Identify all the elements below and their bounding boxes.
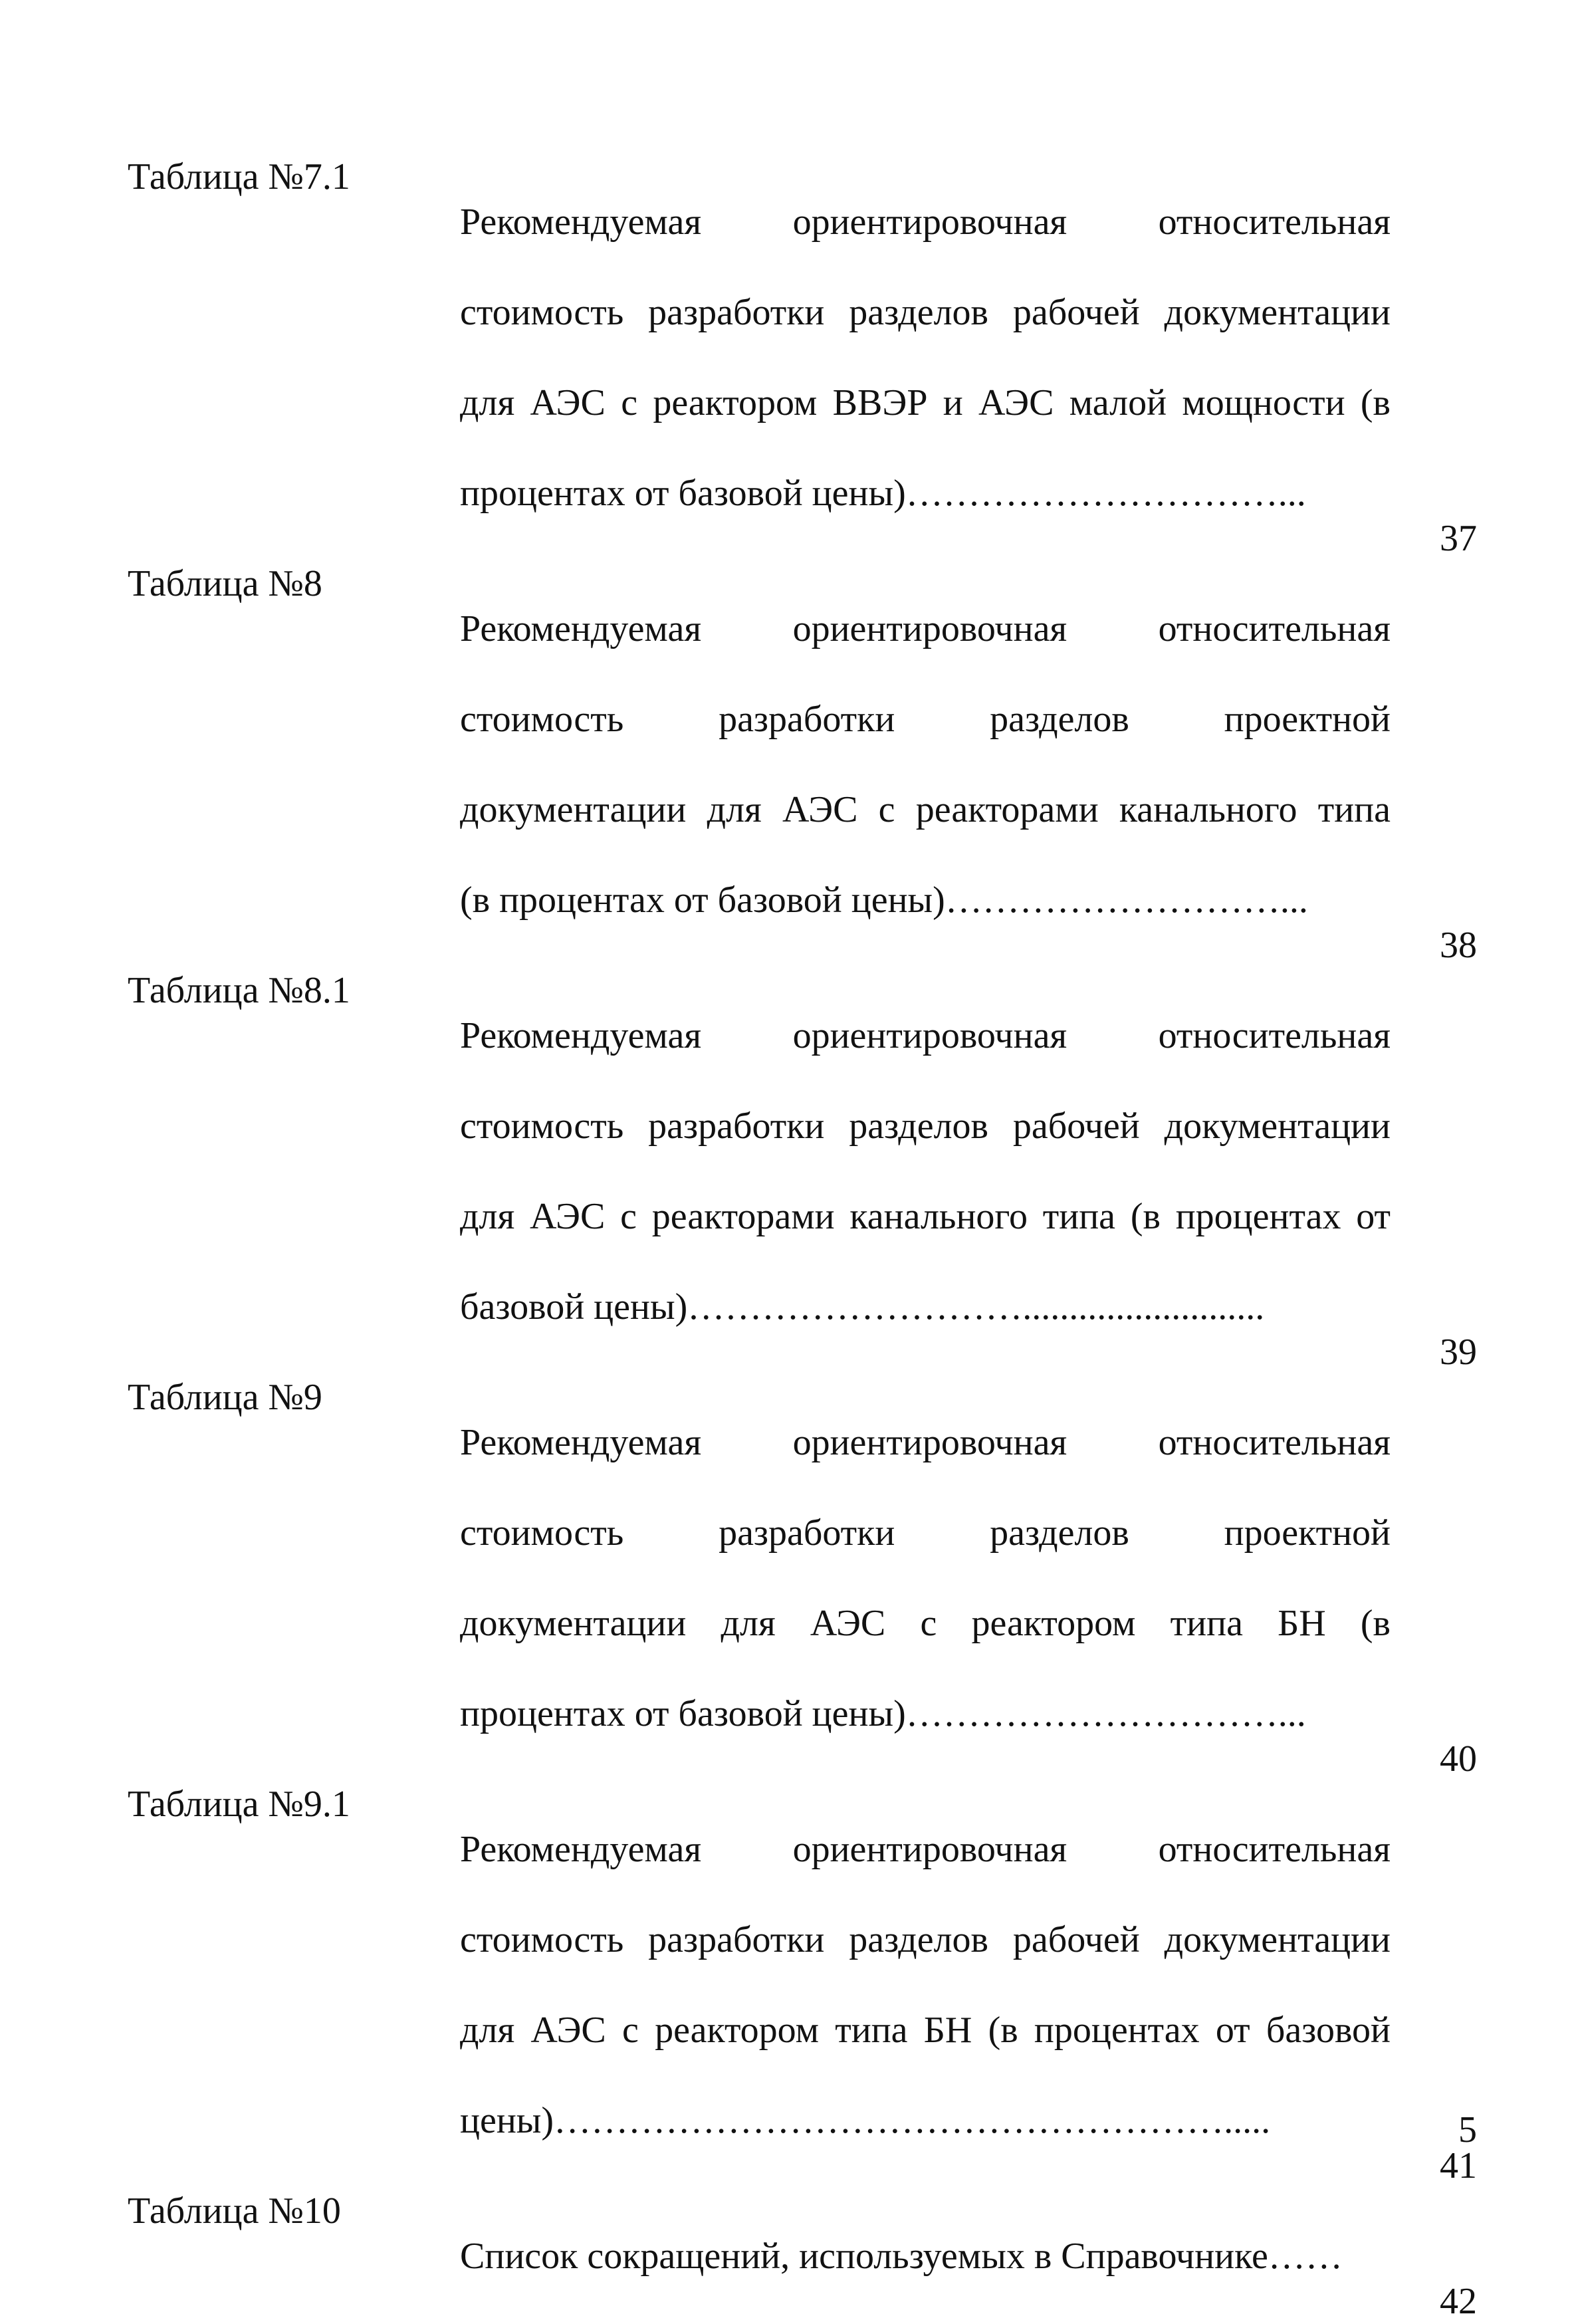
toc-title-line: для АЭС с реакторами канального типа (в процентах от — [460, 1196, 1391, 1237]
toc-title-line: стоимость разработки разделов рабочей документации — [460, 1105, 1391, 1147]
toc-title-line: Рекомендуемая ориентировочная относительная — [460, 1422, 1391, 1463]
toc-entry-label: Таблица №9.1 — [128, 1784, 350, 1825]
toc-entry — [128, 968, 1477, 1375]
toc-title-line: Рекомендуемая ориентировочная относительная — [460, 201, 1391, 243]
toc-entry — [128, 1375, 1477, 1782]
toc-entry-title — [460, 968, 1391, 1375]
toc-entry — [128, 1782, 1477, 2188]
toc-title-line: Рекомендуемая ориентировочная относительная — [460, 1015, 1391, 1056]
table-of-contents — [128, 154, 1477, 2324]
toc-title-line: Рекомендуемая ориентировочная относительная — [460, 1829, 1391, 1870]
toc-title-line: Список сокращений, используемых в Справочнике…… — [460, 2236, 1343, 2277]
toc-entry-page: 41 — [1440, 2145, 1477, 2186]
toc-title-line: стоимость разработки разделов рабочей документации — [460, 1919, 1391, 1960]
toc-entry — [128, 154, 1477, 561]
toc-entry — [128, 2188, 1477, 2324]
toc-title-line: для АЭС с реактором ВВЭР и АЭС малой мощности (в — [460, 382, 1391, 423]
toc-title-line: базовой цены)……………………….......................... — [460, 1286, 1265, 1328]
page-number: 5 — [1458, 2109, 1477, 2150]
toc-entry-label: Таблица №8.1 — [128, 970, 350, 1011]
toc-title-line: Рекомендуемая ориентировочная относительная — [460, 608, 1391, 649]
toc-title-line: процентах от базовой цены)…………………………... — [460, 473, 1306, 514]
toc-entry-page: 38 — [1440, 925, 1477, 966]
toc-entry-page: 40 — [1440, 1738, 1477, 1780]
toc-entry-label: Таблица №8 — [128, 563, 322, 604]
toc-entry-label: Таблица №9 — [128, 1377, 322, 1418]
toc-title-line: (в процентах от базовой цены)………………………... — [460, 879, 1308, 921]
toc-entry-page: 39 — [1440, 1332, 1477, 1373]
toc-entry-page: 42 — [1440, 2281, 1477, 2322]
toc-title-line: документации для АЭС с реактором типа БН (в — [460, 1603, 1391, 1644]
toc-entry-title — [460, 1375, 1391, 1782]
toc-title-line: стоимость разработки разделов рабочей документации — [460, 292, 1391, 333]
toc-title-line: цены)………………………………………………..... — [460, 2100, 1271, 2141]
toc-title-line: документации для АЭС с реакторами канального типа — [460, 789, 1391, 830]
toc-title-line: стоимость разработки разделов проектной — [460, 1512, 1391, 1554]
toc-title-line: для АЭС с реактором типа БН (в процентах от базовой — [460, 2010, 1391, 2051]
toc-entry-page: 37 — [1440, 518, 1477, 559]
toc-title-line: процентах от базовой цены)…………………………... — [460, 1693, 1306, 1734]
toc-entry-title — [460, 154, 1391, 561]
toc-entry-label: Таблица №10 — [128, 2190, 341, 2232]
toc-entry-title — [460, 2188, 1391, 2324]
toc-entry — [128, 561, 1477, 968]
toc-entry-title — [460, 1782, 1391, 2188]
toc-entry-title — [460, 561, 1391, 968]
toc-title-line: стоимость разработки разделов проектной — [460, 699, 1391, 740]
toc-entry-label: Таблица №7.1 — [128, 156, 350, 197]
